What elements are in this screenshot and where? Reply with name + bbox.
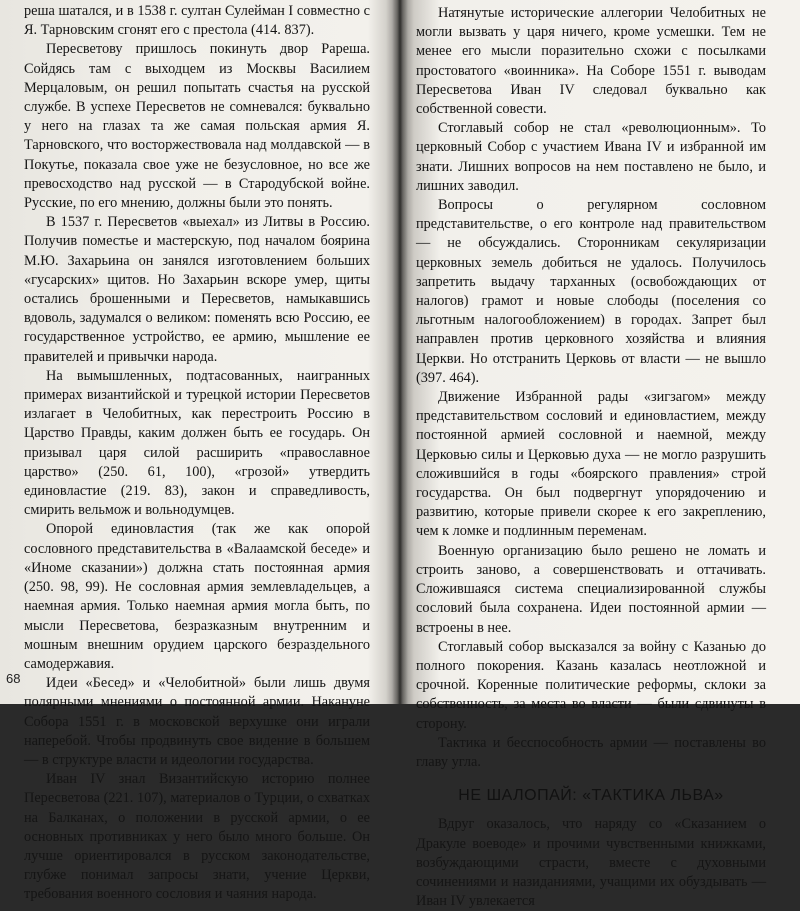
paragraph: На вымышленных, подтасованных, наигранных примерах византийской и турецкой истории Пересветов излагает в Челобитных, как перестроить Россию в Царство Правды, каким должен быть ее государь. Он призывал царя силой расширить «православное царство» (250. 61, 100), «грозой» утвердить единовластие (219. 83), закон и справедливость, смирить вельмож и вольнодумцев. — [24, 367, 370, 519]
paragraph: В 1537 г. Пересветов «выехал» из Литвы в Россию. Получив поместье и мастерскую, под началом боярина М.Ю. Захарьина он занялся изготовлением больших «гусарских» щитов. Но Захарьин вскоре умер, щиты остались брошенными и Пересветов, намыкавшись вдоволь, задумался о великом: поменять всю Россию, ее государственное устройство, ее армию, мышление ее правителей и привычки народа. — [24, 214, 370, 365]
paragraph: Тактика и бесспособность армии — поставлены во главу угла. — [416, 734, 766, 770]
right-page — [408, 0, 800, 910]
left-page-text — [24, 2, 370, 905]
paragraph: Военную организацию было решено не ломать и строить заново, а совершенствовать и оттачивать. Сложившаяся система специализированной службы сословий была сохранена. Идеи постоянной армии — встроены в нее. — [416, 542, 766, 636]
section-heading: НЕ ШАЛОПАЙ: «ТАКТИКА ЛЬВА» — [458, 787, 724, 805]
paragraph: Натянутые исторические аллегории Челобитных не могли вызвать у царя ничего, кроме усмешки. Тем не менее его мысли поразительно схожи с посылками простоватого «воинника». На Соборе 1551 г. выводам Пересветова Иван IV следовал буквально как собственной совести. — [416, 5, 766, 118]
paragraph: Идеи «Бесед» и «Челобитной» были лишь двумя полярными мнениями о постоянной армии. Накануне Собора 1551 г. в московской верхушке они играли наперебой. Чтобы продвинуть свое видение в большем — в структуре власти и идеологии государства. — [24, 675, 370, 768]
paragraph: решa шатался, и в 1538 г. султан Сулейман I совместно с Я. Тарновским сгонят его с престола (414. 837). — [24, 3, 370, 39]
paragraph: Стоглавый собор высказался за войну с Казанью до полного покорения. Казань казалась неотложной и срочной. Коренные политические реформы, склоки за собственность, за места во власти — были сдвинуты в сторону. — [416, 638, 766, 732]
paragraph: Вдруг оказалось, что наряду со «Сказанием о Дракуле воеводе» и прочими чувственными книжками, возбуждающими страсти, вместе с духовными сочинениями и назиданиями, учащими их обуздывать — Иван IV увлекается — [416, 816, 766, 910]
paragraph: Движение Избранной рады «зигзагом» между представительством сословий и единовластием, между постоянной армией сословной и наемной, между Церковью силы и Церковью духа — не могло разрушить сложившийся в годы «боярского правления» строй государства. Он был подвергнут упорядочению и развитию, которые привели скорее к его закреплению, чем к ломке и подлинным переменам. — [416, 389, 766, 540]
paragraph: Иван IV знал Византийскую историю полнее Пересветова (221. 107), материалов о Турции, о схватках на Балканах, о положении в русской армии, о ее основных противниках у него было много больше. Он лучше ориентировался в русском законодательстве, глубже понимал запросы знати, учение Церкви, требования военного сословия и чаяния народа. — [24, 771, 370, 903]
paragraph: Стоглавый собор не стал «революционным». То церковный Собор с участием Ивана IV и избранной им знати. Лишних вопросов на нем поставлено не было, и лишних заводил. — [416, 120, 766, 194]
left-page — [0, 0, 392, 903]
right-page-text — [416, 4, 766, 911]
page-number: 68 — [6, 671, 21, 686]
paragraph: Опорой единовластия (так же как опорой сословного представительства в «Валаамской беседе» и «Иноме сказании») должна стать постоянная армия (250. 98, 99). Не сословная армия землевладельцев, а наемная армия. Только наемная армия могла быть, по мысли Пересветова, безразказным внутренним и мошным внешним орудием царского безраздельного самодержавия. — [24, 521, 370, 672]
paragraph: Пересветову пришлось покинуть двор Рареша. Сойдясь там с выходцем из Москвы Василием Мерцаловым, он решил попытать счастья на русской службе. В успехе Пересветов не сомневался: буквально у него на глазах та же самая польская армия Я. Тарновского, что восторжествовала над молдавской — в Покутье, показала свое уже не безусловное, но все же превосходство над русской — в Стародубской войне. Русские, по его мнению, должны были это понять. — [24, 41, 370, 212]
paragraph: Вопросы о регулярном сословном представительстве, о его контроле над правительством — не обсуждались. Сторонникам секуляризации церковных земель добиться не удалось. Получилось запретить выдачу тарханных (освобождающих от налогов) грамот и новые слободы (поселения со льготным налогообложением) в городах. Запрет был направлен против церковного хозяйства и влияния Церкви. Но отстранить Церковь от власти — не вышло (397. 464). — [416, 197, 766, 386]
